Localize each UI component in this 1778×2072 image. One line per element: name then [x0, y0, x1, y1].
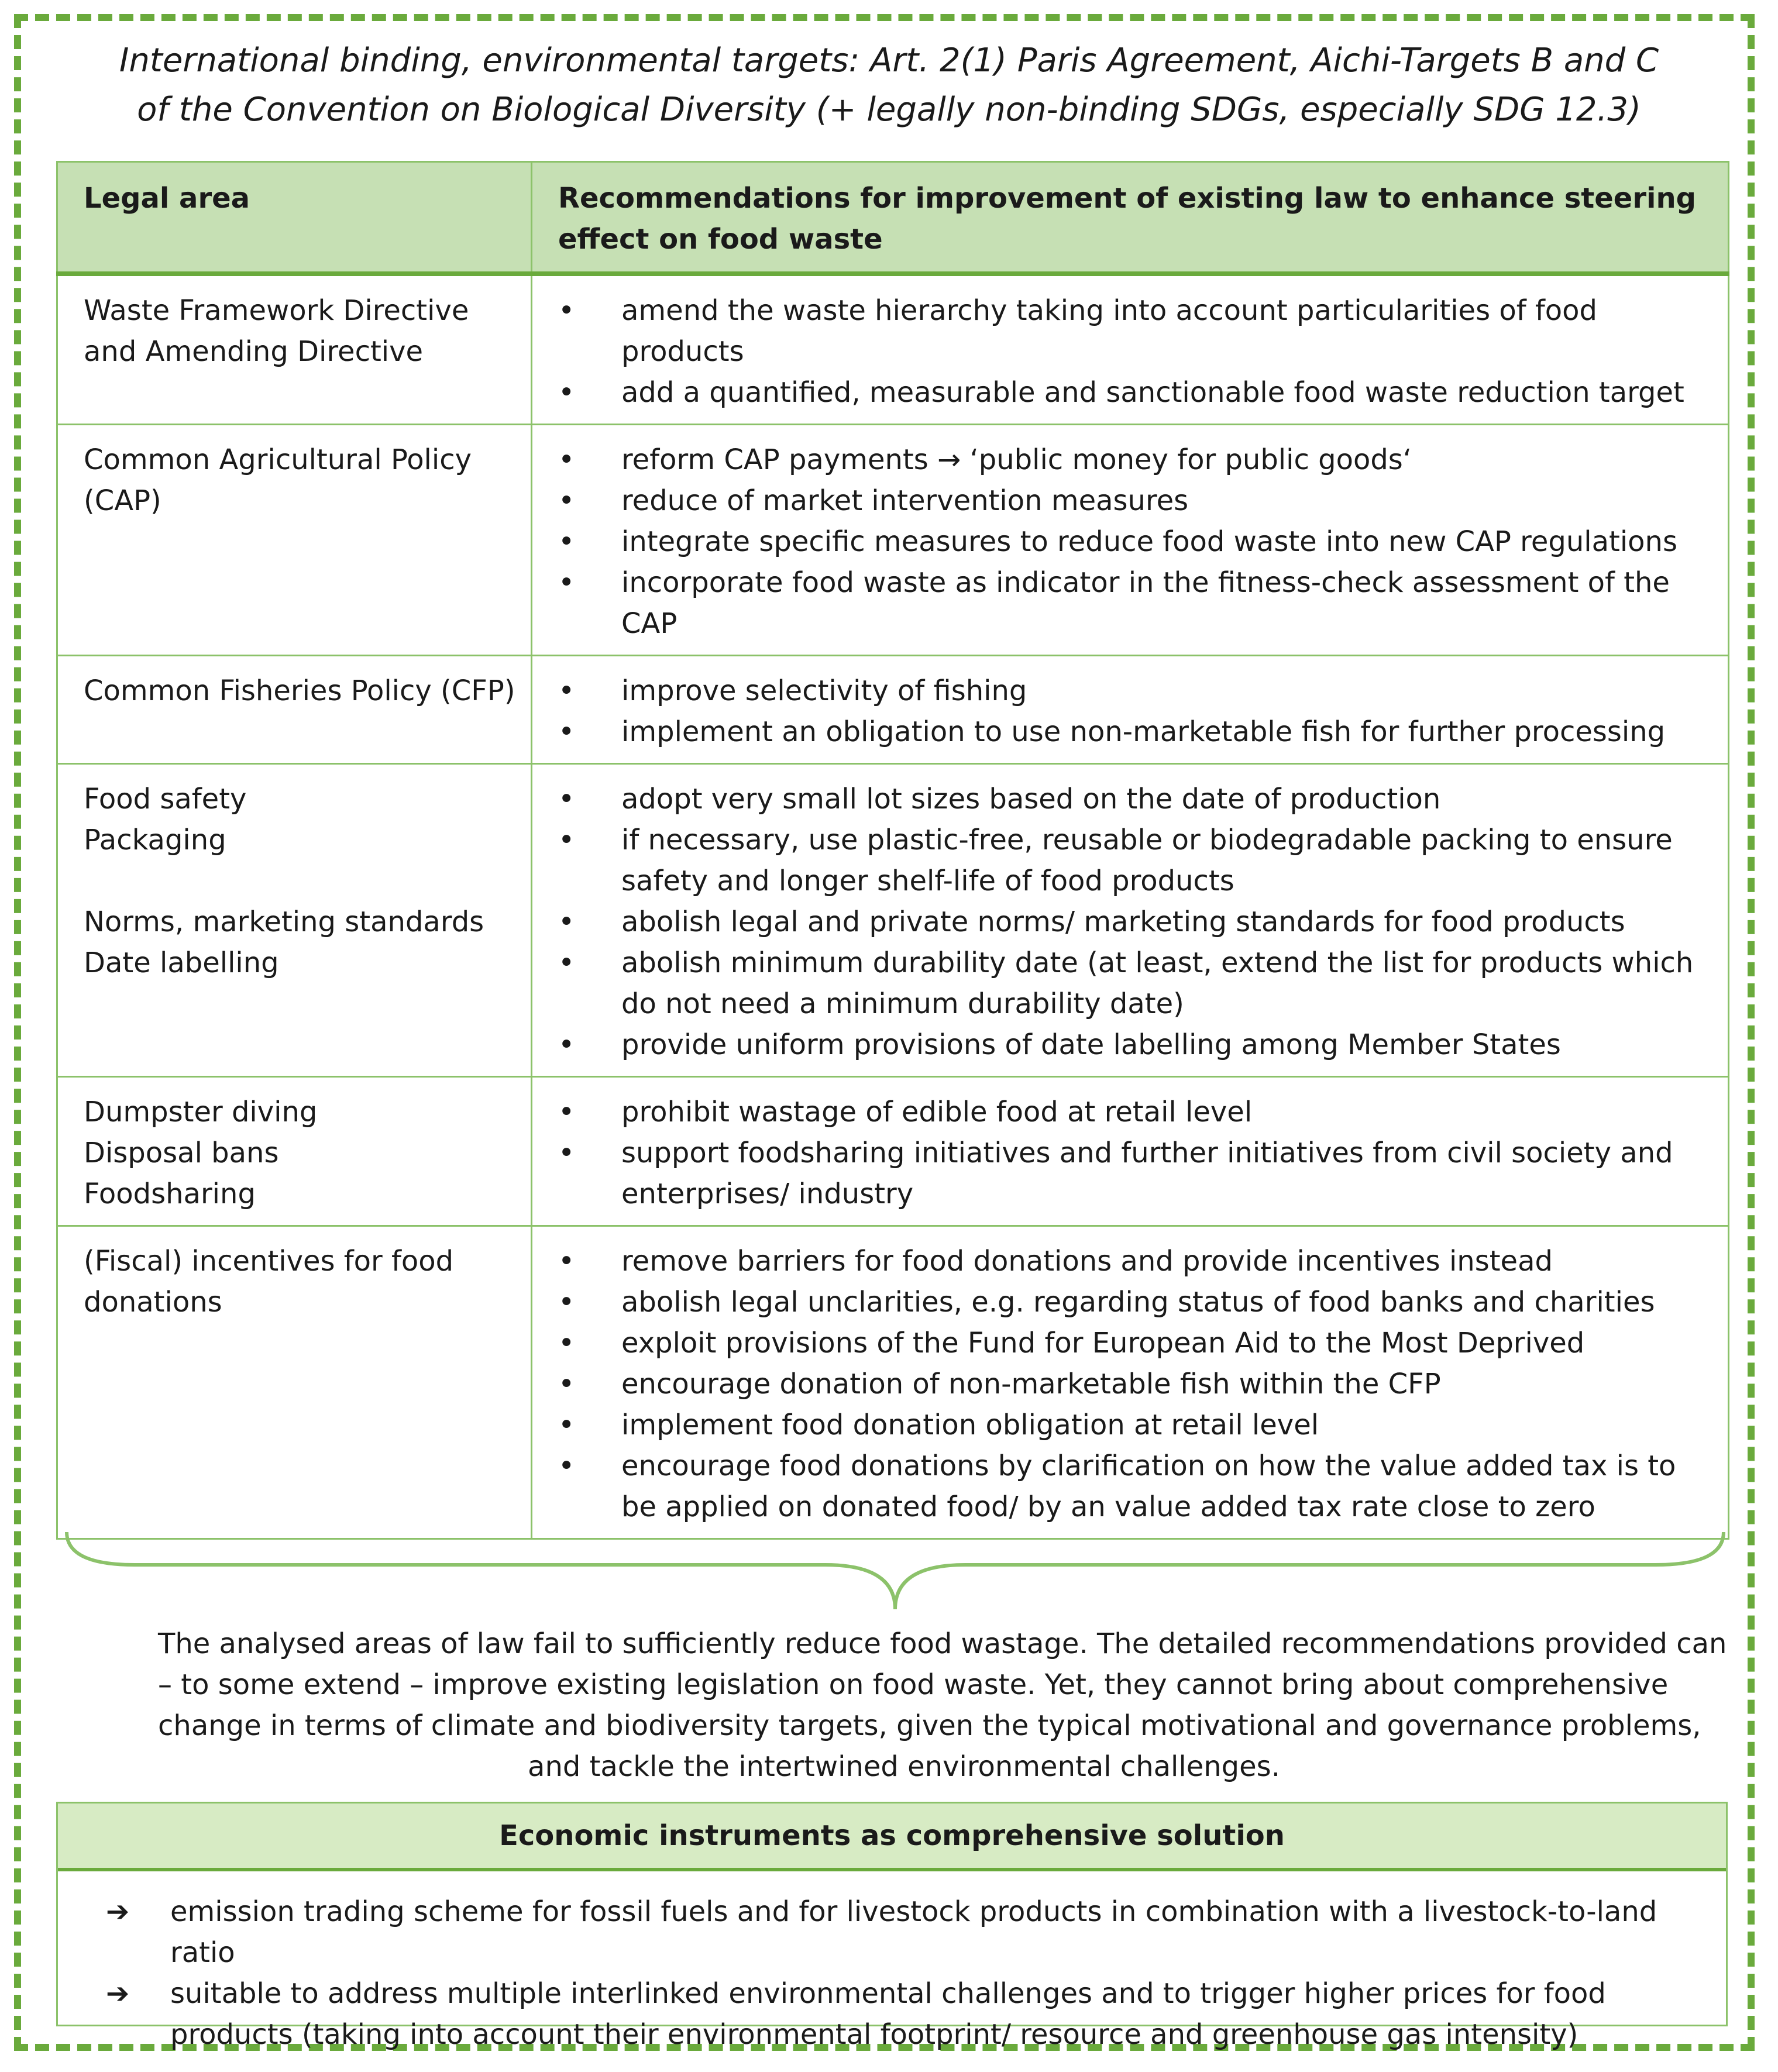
table-row	[57, 656, 1729, 764]
summary-line: – to some extend – improve existing legislation on food waste. Yet, they cannot bring about comprehensive	[158, 1668, 1669, 1701]
economic-instruments-list	[106, 1891, 1721, 2055]
recommendations-cell	[532, 425, 1729, 656]
table-row	[57, 1077, 1729, 1226]
recommendation-item: • encourage food donations by clarification on how the value added tax is to be applied on donated food/ by an value added tax rate close to zero	[558, 1445, 1704, 1527]
legal-area-cell	[57, 656, 532, 764]
recommendation-item: • abolish minimum durability date (at least, extend the list for products which do not need a minimum durability date)	[558, 942, 1704, 1024]
legal-area-line: (CAP)	[84, 484, 161, 517]
summary-line: and tackle the intertwined environmental challenges.	[528, 1750, 1280, 1783]
legal-area-line: Dumpster diving	[84, 1096, 318, 1128]
table-row	[57, 764, 1729, 1077]
recommendation-item: • remove barriers for food donations and provide incentives instead	[558, 1241, 1704, 1282]
summary-line: The analysed areas of law fail to sufficiently reduce food wastage. The detailed recommendations provided can	[158, 1627, 1727, 1660]
economic-item	[106, 1973, 1721, 2055]
heading-line: of the Convention on Biological Diversity (+ legally non-binding SDGs, especially SDG 12.3)	[137, 91, 1641, 129]
recommendation-item: • provide uniform provisions of date labelling among Member States	[558, 1024, 1704, 1065]
legal-area-line: and Amending Directive	[84, 335, 424, 368]
legal-area-cell	[57, 425, 532, 656]
economic-item-text: suitable to address multiple interlinked environmental challenges and to trigger higher prices for food products (taking into account their environmental footprint/ resource and greenhouse gas intensity)	[170, 1977, 1606, 2051]
economic-item-text: emission trading scheme for fossil fuels and for livestock products in combination with a livestock-to-land ratio	[170, 1895, 1657, 1969]
legal-area-line: Disposal bans	[84, 1137, 279, 1169]
recommendation-item: • abolish legal and private norms/ marketing standards for food products	[558, 901, 1704, 942]
arrow-right-icon: ➔	[106, 1895, 130, 1928]
legal-area-cell	[57, 764, 532, 1077]
recommendation-item: • implement an obligation to use non-marketable fish for further processing	[558, 711, 1704, 752]
legal-area-line: Date labelling	[84, 946, 279, 979]
legal-area-line: Norms, marketing standards	[84, 906, 484, 938]
economic-item	[106, 1891, 1721, 1973]
recommendation-item: • support foodsharing initiatives and further initiatives from civil society and enterprises/ industry	[558, 1133, 1704, 1214]
recommendations-cell	[532, 1226, 1729, 1539]
economic-instruments-box	[56, 1802, 1728, 2051]
heading-line: International binding, environmental targets: Art. 2(1) Paris Agreement, Aichi-Targets B and C	[119, 42, 1659, 80]
recommendation-item: • improve selectivity of fishing	[558, 670, 1704, 711]
recommendation-item: • implement food donation obligation at retail level	[558, 1405, 1704, 1445]
table-row	[57, 1226, 1729, 1539]
legal-area-line: Packaging	[84, 824, 226, 856]
legal-area-line: donations	[84, 1286, 222, 1319]
legal-area-line: Common Agricultural Policy	[84, 443, 472, 476]
recommendation-item: • adopt very small lot sizes based on the date of production	[558, 779, 1704, 820]
summary-paragraph	[158, 1623, 1727, 1787]
recommendation-item: • exploit provisions of the Fund for European Aid to the Most Deprived	[558, 1323, 1704, 1364]
recommendation-item: • if necessary, use plastic-free, reusable or biodegradable packing to ensure safety and longer shelf-life of food products	[558, 820, 1704, 901]
recommendation-item: • amend the waste hierarchy taking into account particularities of food products	[558, 290, 1704, 372]
legal-area-header: Legal area	[57, 162, 532, 274]
economic-instruments-title: Economic instruments as comprehensive solution	[58, 1803, 1726, 1871]
table-row	[57, 425, 1729, 656]
legal-area-cell	[57, 1077, 532, 1226]
recommendation-item: • incorporate food waste as indicator in the fitness-check assessment of the CAP	[558, 562, 1704, 644]
recommendations-cell	[532, 656, 1729, 764]
recommendation-item: • prohibit wastage of edible food at retail level	[558, 1092, 1704, 1133]
targets-heading	[23, 36, 1755, 135]
recommendation-item: • integrate specific measures to reduce food waste into new CAP regulations	[558, 521, 1704, 562]
summary-line: change in terms of climate and biodiversity targets, given the typical motivational and governance problems,	[158, 1709, 1701, 1742]
table-row	[57, 274, 1729, 425]
recommendation-item: • reduce of market intervention measures	[558, 480, 1704, 521]
recommendation-item: • add a quantified, measurable and sanctionable food waste reduction target	[558, 372, 1704, 413]
legal-area-line: Waste Framework Directive	[84, 294, 469, 327]
recommendations-cell	[532, 1077, 1729, 1226]
recommendations-cell	[532, 764, 1729, 1077]
legal-area-cell	[57, 274, 532, 425]
recommendation-item: • reform CAP payments → ‘public money for public goods‘	[558, 439, 1704, 480]
table-header-row	[57, 162, 1729, 274]
legal-area-line: Food safety	[84, 783, 247, 815]
curly-brace-icon	[64, 1530, 1726, 1612]
legal-area-line: Common Fisheries Policy (CFP)	[84, 674, 515, 707]
recommendations-table	[56, 161, 1729, 1540]
recommendations-cell	[532, 274, 1729, 425]
legal-area-cell	[57, 1226, 532, 1539]
arrow-right-icon: ➔	[106, 1977, 130, 2010]
legal-area-line: Foodsharing	[84, 1178, 256, 1210]
recommendations-header: Recommendations for improvement of existing law to enhance steering effect on food waste	[532, 162, 1729, 274]
recommendation-item: • abolish legal unclarities, e.g. regarding status of food banks and charities	[558, 1282, 1704, 1323]
legal-area-line: (Fiscal) incentives for food	[84, 1245, 454, 1278]
recommendation-item: • encourage donation of non-marketable fish within the CFP	[558, 1364, 1704, 1405]
